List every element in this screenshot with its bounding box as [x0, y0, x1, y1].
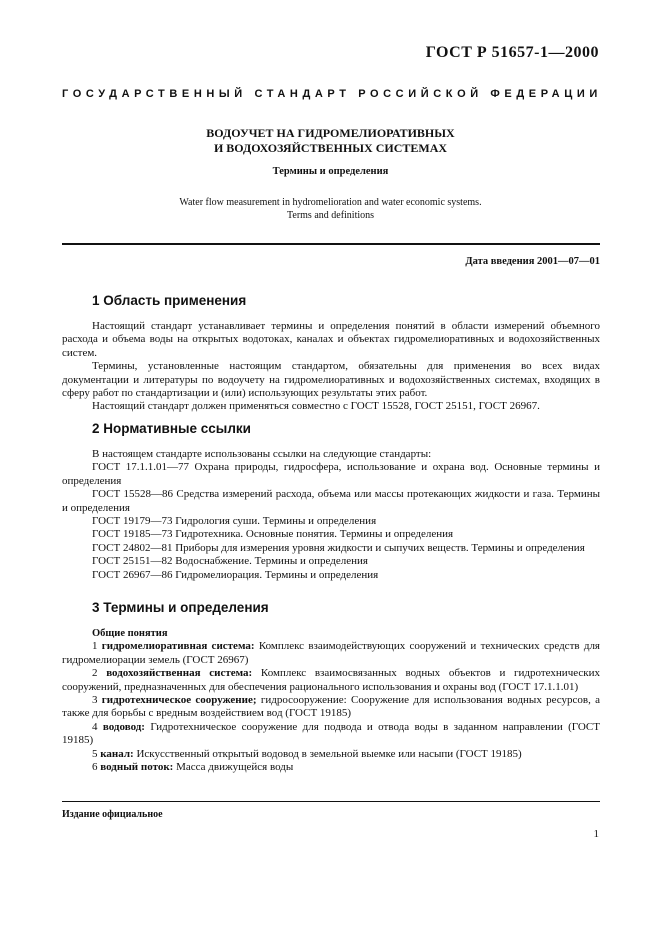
term-definition: Гидротехническое сооружение для подвода и отвода воды в заданном направлении (ГОСТ 19185)	[62, 720, 600, 747]
term-definition: Масса движущейся воды	[173, 761, 294, 774]
page-number: 1	[593, 828, 599, 840]
reference-item: ГОСТ 25151—82 Водоснабжение. Термины и определения	[92, 555, 368, 568]
term-entry	[62, 640, 600, 667]
section-3-heading: 3 Термины и определения	[92, 600, 269, 615]
term-definition: Комплекс взаимодействующих сооружений и технических средств для гидромелиорации земель (ГОСТ 26967)	[62, 640, 600, 666]
english-title-line-1: Water flow measurement in hydromelioration and water economic systems.	[179, 197, 482, 208]
term-name: канал:	[100, 747, 134, 760]
term-definition: Искусственный открытый водовод в земельной выемке или насыпи (ГОСТ 19185)	[133, 747, 522, 760]
section-1-body	[62, 320, 600, 414]
term-name: водохозяйственная система:	[106, 667, 253, 680]
document-subtitle: Термины и определения	[272, 166, 389, 177]
official-edition-label: Издание официальное	[62, 809, 163, 820]
document-title	[62, 126, 599, 156]
english-title	[62, 196, 599, 222]
references-intro: В настоящем стандарте использованы ссылки на следующие стандарты:	[92, 448, 432, 460]
term-number: 6	[92, 761, 98, 774]
term-number: 3	[92, 694, 98, 707]
bottom-divider	[62, 801, 600, 802]
term-number: 2	[92, 667, 98, 680]
term-number: 1	[92, 640, 98, 653]
term-number: 4	[92, 720, 98, 733]
reference-item: ГОСТ 17.1.1.01—77 Охрана природы, гидросфера, использование и охрана вод. Основные термины и определения	[62, 461, 600, 487]
term-entry	[62, 748, 600, 761]
english-title-line-2: Terms and definitions	[286, 210, 375, 221]
term-entry	[62, 761, 600, 774]
reference-item: ГОСТ 19185—73 Гидротехника. Основные понятия. Термины и определения	[92, 528, 454, 541]
term-name: водный поток:	[100, 761, 174, 774]
section-2-body	[62, 448, 600, 582]
section-3-body	[62, 627, 600, 774]
top-divider	[62, 243, 600, 245]
reference-item: ГОСТ 19179—73 Гидрология суши. Термины и определения	[92, 515, 377, 528]
section-1-paragraph: Термины, установленные настоящим стандартом, обязательны для применения во всех видах документации и литературы по водоучету на гидромелиоративных и водохозяйственных системах, входящих в сферу работ по стандартизации и (или) использующих результаты этих работ.	[62, 360, 600, 400]
term-name: водовод:	[102, 720, 145, 733]
introduction-date: Дата введения 2001—07—01	[465, 256, 600, 267]
title-line-2: И ВОДОХОЗЯЙСТВЕННЫХ СИСТЕМАХ	[213, 141, 448, 155]
term-definition: гидросооружение: Сооружение для использования водных ресурсов, а также для борьбы с вредным воздействием вод (ГОСТ 19185)	[62, 694, 601, 720]
reference-item: ГОСТ 15528—86 Средства измерений расхода, объема или массы протекающих жидкости и газа. Термины и определения	[62, 488, 600, 514]
reference-item: ГОСТ 24802—81 Приборы для измерения уровня жидкости и сыпучих веществ. Термины и определения	[92, 541, 585, 554]
state-standard-heading: ГОСУДАРСТВЕННЫЙ СТАНДАРТ РОССИЙСКОЙ ФЕДЕРАЦИИ	[62, 88, 602, 100]
term-name: гидромелиоративная система:	[101, 640, 255, 653]
title-line-1: ВОДОУЧЕТ НА ГИДРОМЕЛИОРАТИВНЫХ	[206, 126, 455, 140]
section-1-heading: 1 Область применения	[92, 293, 247, 308]
term-entry	[62, 721, 600, 748]
term-name: гидротехническое сооружение;	[101, 694, 257, 707]
section-1-paragraph: Настоящий стандарт должен применяться совместно с ГОСТ 15528, ГОСТ 25151, ГОСТ 26967.	[92, 400, 540, 413]
gost-number: ГОСТ Р 51657-1—2000	[425, 44, 599, 61]
term-definition: Комплекс взаимосвязанных водных объектов и гидротехнических сооружений, предназначенных для обеспечения рационального использования и охраны вод (ГОСТ 17.1.1.01)	[62, 667, 600, 693]
general-concepts-subheading: Общие понятия	[92, 628, 168, 639]
section-2-heading: 2 Нормативные ссылки	[92, 421, 251, 436]
reference-item: ГОСТ 26967—86 Гидромелиорация. Термины и определения	[92, 568, 379, 581]
section-1-paragraph: Настоящий стандарт устанавливает термины и определения понятий в области измерений объемного расхода и объема воды на открытых водотоках, каналах и объектах гидромелиоративных и водохозяйственных систем.	[62, 320, 600, 359]
term-number: 5	[92, 747, 98, 760]
term-entry	[62, 694, 600, 721]
term-entry	[62, 667, 600, 694]
